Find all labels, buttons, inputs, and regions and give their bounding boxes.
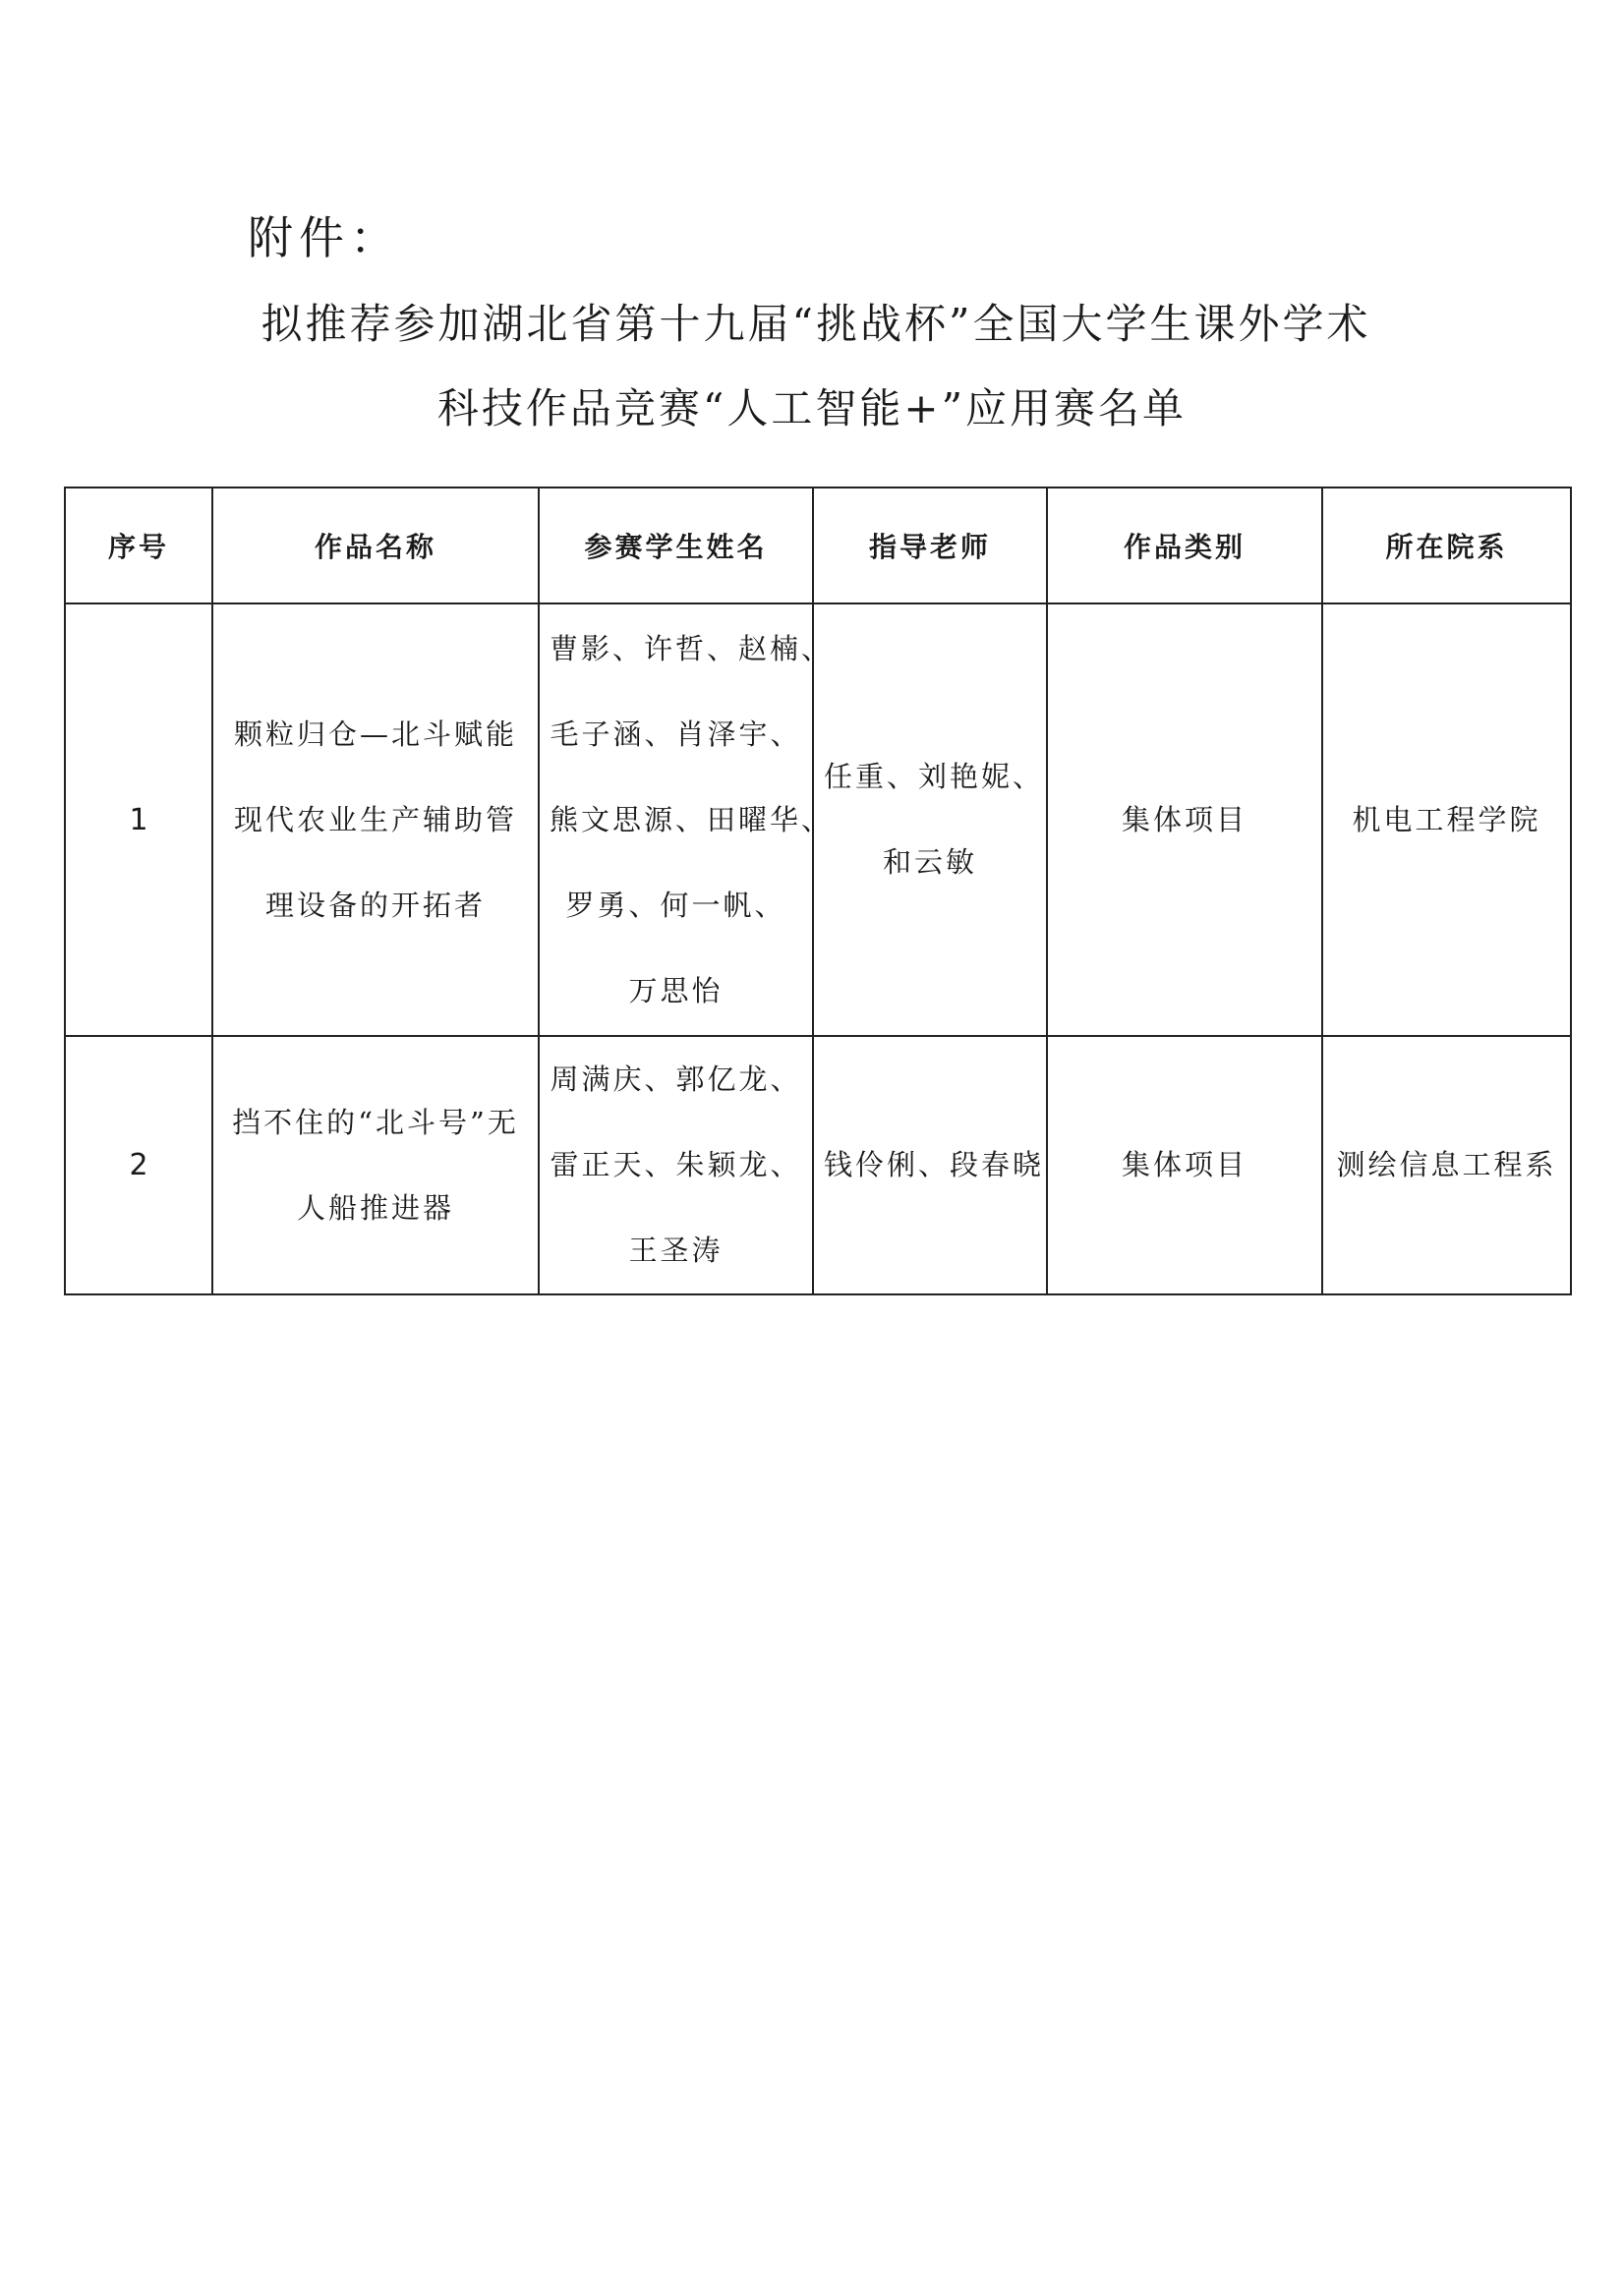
project-name-line: 人船推进器 [296,1190,454,1225]
document-title-line-1: 拟推荐参加湖北省第十九届“挑战杯”全国大学生课外学术 [261,300,1371,348]
attachment-label: 附件： [248,211,401,264]
student-names-line: 熊文思源、田曜华、 [550,802,834,836]
header-student-names: 参赛学生姓名 [539,488,813,603]
document-title-line-2: 科技作品竞赛“人工智能+”应用赛名单 [436,384,1188,432]
table-row [65,1036,1571,1294]
row-index: 1 [65,603,212,1036]
student-names-cell [539,603,834,1036]
project-name-line: 挡不住的“北斗号”无 [232,1105,519,1139]
header-advisor: 指导老师 [813,488,1047,603]
student-names-line: 曹影、许哲、赵楠、 [550,631,834,665]
project-name-cell [212,603,539,1036]
header-category: 作品类别 [1047,488,1322,603]
row-index: 2 [65,1036,212,1294]
project-name-line: 颗粒归仓—北斗赋能 [233,717,517,751]
advisor-line: 任重、刘艳妮、 [824,760,1045,793]
student-names-line: 王圣涛 [628,1234,724,1267]
category-cell: 集体项目 [1047,1036,1322,1294]
advisor-cell [813,603,1047,1036]
table-header-row [65,488,1571,603]
project-name-line: 现代农业生产辅助管 [233,802,517,836]
department-cell: 机电工程学院 [1322,603,1571,1036]
student-names-line: 万思怡 [628,973,724,1007]
project-name-cell [212,1036,539,1294]
recommendation-table [64,487,1572,1295]
header-department: 所在院系 [1322,488,1571,603]
advisor-cell [813,1036,1047,1294]
student-names-line: 毛子涵、肖泽宇、 [550,717,802,751]
advisor-line: 和云敏 [882,845,977,879]
student-names-line: 雷正天、朱颖龙、 [550,1148,802,1181]
header-index: 序号 [65,488,212,603]
student-names-line: 罗勇、何一帆、 [565,888,786,922]
table-row [65,603,1571,1036]
student-names-cell [539,1036,813,1294]
project-name-line: 理设备的开拓者 [264,888,486,922]
department-cell: 测绘信息工程系 [1322,1036,1571,1294]
category-cell: 集体项目 [1047,603,1322,1036]
header-project-name: 作品名称 [212,488,539,603]
advisor-line: 钱伶俐、段春晓 [824,1148,1045,1181]
student-names-line: 周满庆、郭亿龙、 [550,1062,802,1096]
